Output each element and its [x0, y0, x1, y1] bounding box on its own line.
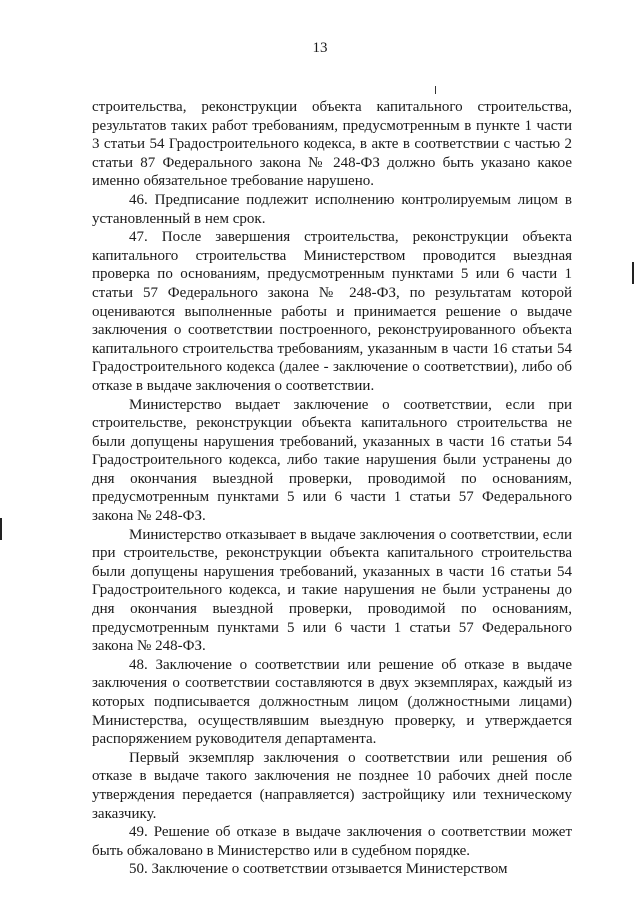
paragraph-47: 47. После завершения строительства, реконструкции объекта капитального строительства Министерством проводится выездная проверка по основаниям, предусмотренным пунктами 5 или 6 части 1 статьи 57 Федерального закона № 248-ФЗ, по результатам которой оцениваются выполненные работы и принимается решение о выдаче заключения о соответствии построенного, реконструированного объекта капитального строительства требованиям, указанным в части 16 статьи 54 Градостроительного кодекса (далее - заключение о соответствии), либо об отказе в выдаче заключения о соответствии. — [92, 229, 572, 394]
paragraph-47-issue: Министерство выдает заключение о соответствии, если при строительстве, реконструкции объекта капитального строительства не были допущены нарушения требований, указанных в части 16 статьи 54 Градостроительного кодекса, либо такие нарушения были устранены до дня окончания выездной проверки, проводимой по основаниям, предусмотренным пунктами 5 или 6 части 1 статьи 57 Федерального закона № 248-ФЗ. — [92, 396, 572, 525]
paragraph-47-refuse: Министерство отказывает в выдаче заключения о соответствии, если при строительстве, реконструкции объекта капитального строительства были допущены нарушения требований, указанных в части 16 статьи 54 Градостроительного кодекса, и такие нарушения не были устранены до дня окончания выездной проверки, проводимой по основаниям, предусмотренным пунктами 5 или 6 части 1 статьи 57 Федерального закона № 248-ФЗ. — [92, 526, 572, 655]
paragraph-continuation: строительства, реконструкции объекта капитального строительства, результатов таких работ требованиям, предусмотренным в пункте 1 части 3 статьи 54 Градостроительного кодекса, в акте в соответствии с частью 2 статьи 87 Федерального закона № 248-ФЗ должно быть указано какое именно обязательное требование нарушено. — [92, 99, 572, 190]
document-body — [92, 98, 572, 879]
paragraph-48-copy: Первый экземпляр заключения о соответствии или решения об отказе в выдаче такого заключения не позднее 10 рабочих дней после утверждения передается (направляется) застройщику или техническому заказчику. — [92, 749, 572, 822]
scan-edge-mark-right — [632, 262, 634, 284]
paragraph-48: 48. Заключение о соответствии или решение об отказе в выдаче заключения о соответствии составляются в двух экземплярах, каждый из которых подписывается должностным лицом (должностными лицами) Министерства, осуществлявшим выездную проверку, и утверждается распоряжением руководителя департамента. — [92, 656, 572, 748]
paragraph-49: 49. Решение об отказе в выдаче заключения о соответствии может быть обжаловано в Министерство или в судебном порядке. — [92, 824, 572, 859]
scan-edge-mark-left — [0, 518, 2, 540]
paragraph-46: 46. Предписание подлежит исполнению контролируемым лицом в установленный в нем срок. — [92, 191, 572, 227]
paragraph-50: 50. Заключение о соответствии отзывается Министерством — [129, 861, 508, 878]
scan-mark — [435, 86, 436, 94]
page-number: 13 — [312, 40, 328, 56]
